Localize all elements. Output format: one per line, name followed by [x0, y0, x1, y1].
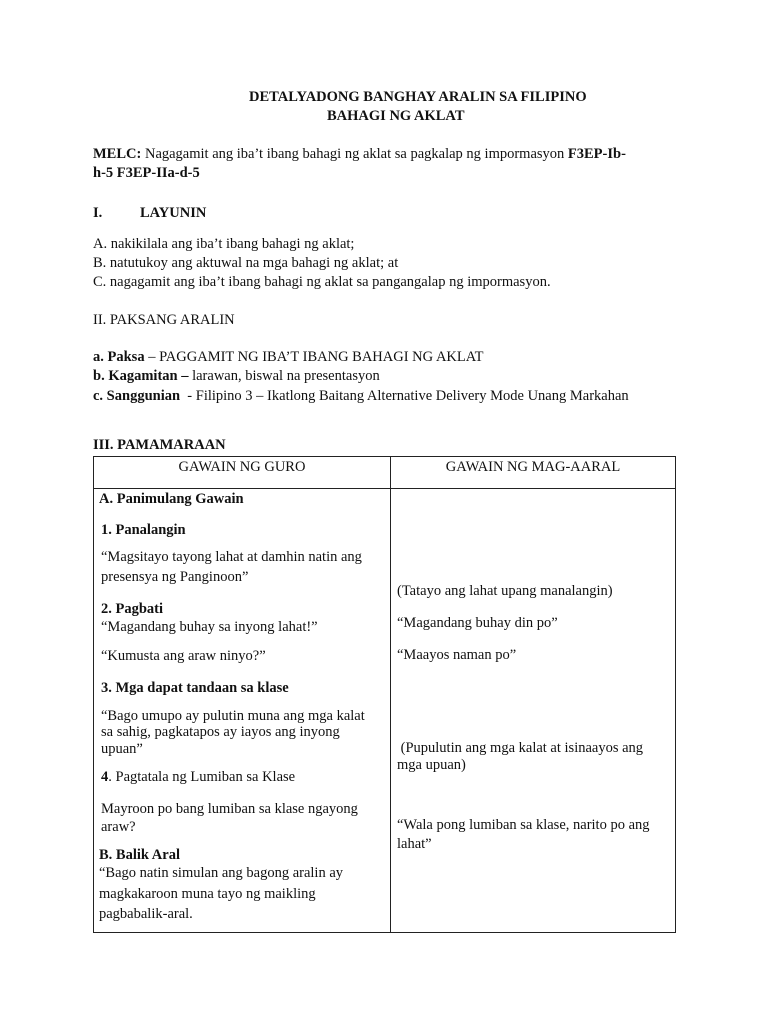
layunin-item-a: A. nakikilala ang iba’t ibang bahagi ng aklat;: [93, 236, 355, 252]
balik-line2: magkakaroon muna tayo ng maikling: [99, 886, 316, 902]
balik-line3: pagbabalik-aral.: [99, 906, 193, 922]
tandaan-line1: “Bago umupo ay pulutin muna ang mga kalat: [101, 708, 365, 724]
table-body-row: [94, 489, 676, 933]
pamamaraan-table: [93, 456, 676, 933]
kumusta-line: “Kumusta ang araw ninyo?”: [101, 648, 266, 664]
panalangin-response: (Tatayo ang lahat upang manalangin): [397, 583, 613, 599]
sanggunian-text: - Filipino 3 – Ikatlong Baitang Alternative Delivery Mode Unang Markahan: [183, 388, 629, 404]
paksang-aralin-heading: II. PAKSANG ARALIN: [93, 312, 235, 328]
layunin-item-b: B. natutukoy ang aktuwal na mga bahagi ng aklat; at: [93, 255, 399, 271]
layunin-heading: LAYUNIN: [140, 205, 207, 221]
kumusta-response: “Maayos naman po”: [397, 647, 517, 663]
lumiban-response-line1: “Wala pong lumiban sa klase, narito po ang: [397, 817, 650, 833]
melc-label: MELC:: [93, 146, 142, 162]
melc-line1: [93, 145, 626, 163]
doc-title-line1: DETALYADONG BANGHAY ARALIN SA FILIPINO: [249, 89, 587, 105]
tandaan-response-line2: mga upuan): [397, 757, 466, 773]
sanggunian-line: [93, 387, 629, 405]
panalangin-line1: “Magsitayo tayong lahat at damhin natin ang: [101, 549, 362, 565]
pagbati-heading: 2. Pagbati: [101, 601, 164, 617]
pamamaraan-heading: III. PAMAMARAAN: [93, 437, 226, 453]
kagamitan-text: larawan, biswal na presentasyon: [188, 368, 380, 384]
lumiban-heading-text: . Pagtatala ng Lumiban sa Klase: [108, 769, 296, 785]
table-header-row: [94, 457, 676, 489]
layunin-number: I.: [93, 205, 103, 221]
sanggunian-label: c. Sanggunian: [93, 388, 184, 404]
col-header-guro: GAWAIN NG GURO: [94, 457, 391, 489]
lumiban-heading: [101, 768, 295, 786]
paksa-line: [93, 348, 483, 366]
layunin-item-c: C. nagagamit ang iba’t ibang bahagi ng aklat sa pangangalap ng impormasyon.: [93, 274, 551, 290]
balik-aral-heading: B. Balik Aral: [99, 847, 180, 863]
melc-code-part1: F3EP-Ib-: [567, 146, 626, 162]
pagbati-response: “Magandang buhay din po”: [397, 615, 558, 631]
tandaan-line3: upuan”: [101, 741, 143, 757]
col-header-mag-aaral: GAWAIN NG MAG-AARAL: [391, 457, 676, 489]
guro-cell: [94, 489, 391, 933]
lumiban-line1: Mayroon po bang lumiban sa klase ngayong: [101, 801, 358, 817]
kagamitan-label: b. Kagamitan –: [93, 368, 189, 384]
panalangin-line2: presensya ng Panginoon”: [101, 569, 249, 585]
lumiban-line2: araw?: [101, 819, 136, 835]
balik-line1: “Bago natin simulan ang bagong aralin ay: [99, 865, 344, 881]
lumiban-number: 4: [101, 769, 109, 785]
kagamitan-line: [93, 367, 380, 385]
pagbati-line: “Magandang buhay sa inyong lahat!”: [101, 619, 318, 635]
melc-text: Nagagamit ang iba’t ibang bahagi ng aklat sa pagkalap ng impormasyon: [141, 146, 568, 162]
panimulang-gawain-heading: A. Panimulang Gawain: [99, 491, 244, 507]
paksa-label: a. Paksa: [93, 349, 145, 365]
melc-code-part2: h-5 F3EP-IIa-d-5: [93, 165, 200, 181]
lumiban-response-line2: lahat”: [397, 836, 432, 852]
tandaan-line2: sa sahig, pagkatapos ay iayos ang inyong: [101, 724, 340, 740]
paksa-text: – PAGGAMIT NG IBA’T IBANG BAHAGI NG AKLAT: [144, 349, 484, 365]
mag-aaral-cell: [391, 489, 676, 933]
doc-title-line2: BAHAGI NG AKLAT: [327, 108, 465, 124]
panalangin-heading: 1. Panalangin: [101, 522, 186, 538]
tandaan-heading: 3. Mga dapat tandaan sa klase: [101, 680, 289, 696]
tandaan-response-line1: (Pupulutin ang mga kalat at isinaayos ang: [397, 740, 644, 756]
